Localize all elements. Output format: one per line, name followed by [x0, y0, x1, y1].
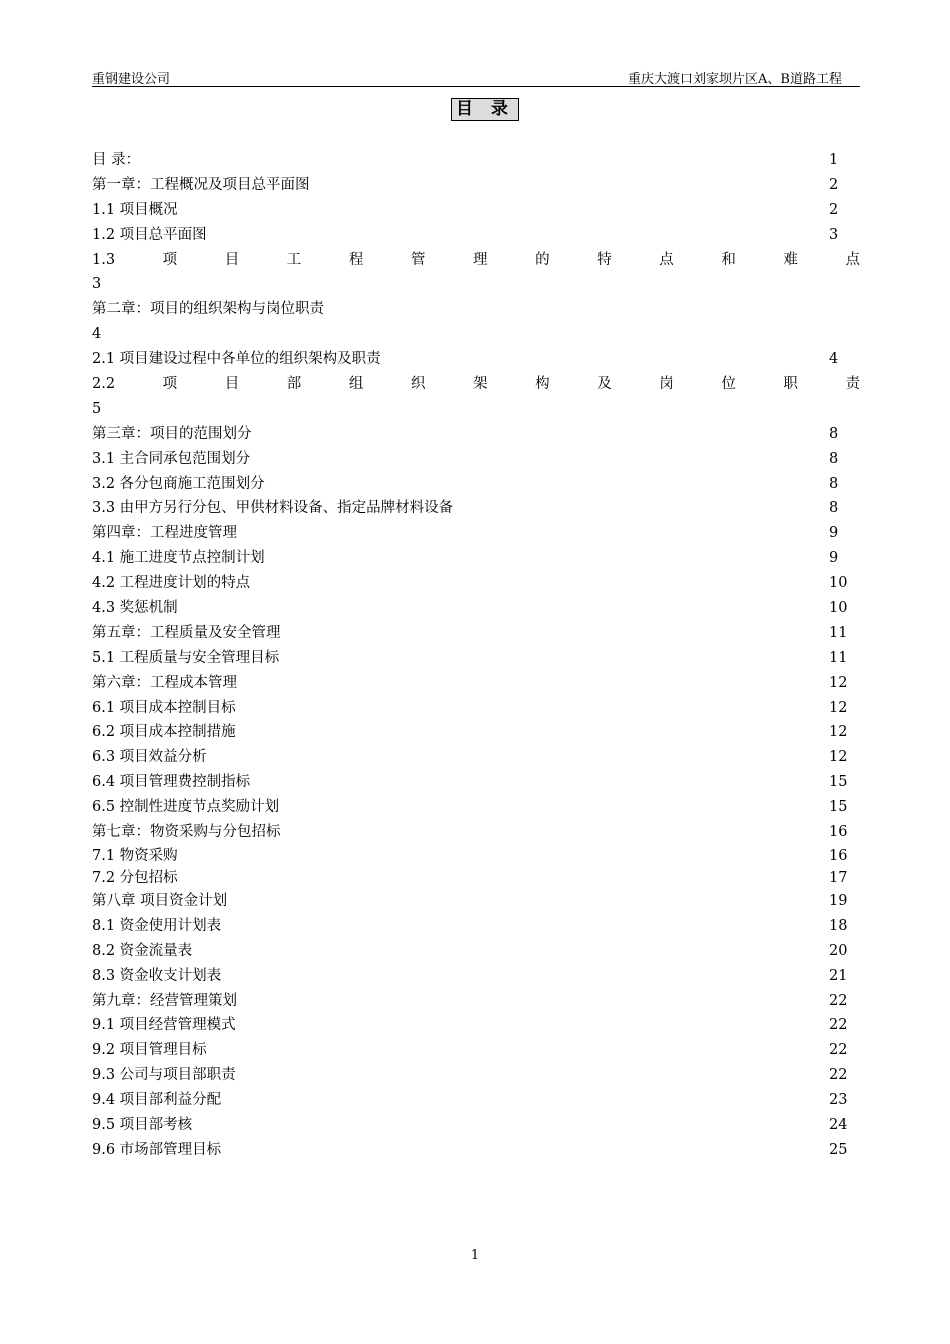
toc-entry-page: 12 — [829, 699, 848, 716]
toc-entry-char: 织 — [410, 376, 426, 393]
toc-entry-page: 22 — [829, 1067, 848, 1084]
toc-entry-char: 难 — [783, 251, 798, 268]
toc-entry-title: 1.1 项目概况 — [92, 201, 178, 218]
toc-entry[interactable] — [92, 964, 860, 989]
toc-entry-char: 工 — [286, 251, 302, 268]
toc-entry-page: 8 — [829, 425, 839, 442]
toc-entry-page: 11 — [829, 624, 848, 641]
toc-entry[interactable] — [92, 496, 860, 521]
toc-entry-char: 理 — [473, 251, 488, 268]
toc-entry-page: 21 — [829, 967, 848, 984]
toc-entry-title: 6.4 项目管理费控制指标 — [92, 774, 251, 791]
toc-entry-page: 25 — [829, 1141, 848, 1158]
toc-entry-title: 第四章：工程进度管理 — [92, 525, 237, 542]
toc-entry-title: 9.3 公司与项目部职责 — [92, 1067, 236, 1084]
toc-entry-page: 20 — [829, 942, 848, 959]
toc-entry-title: 8.2 资金流量表 — [92, 942, 193, 959]
toc-entry-page: 12 — [829, 724, 848, 741]
toc-entry-title: 第二章：项目的组织架构与岗位职责 — [92, 301, 324, 318]
toc-entry-page: 8 — [829, 475, 839, 492]
toc-entry-page: 10 — [829, 575, 848, 592]
toc-entry-page: 12 — [829, 749, 848, 766]
toc-entry-char: 特 — [597, 251, 612, 268]
toc-entry-title: 第九章：经营管理策划 — [92, 992, 237, 1009]
toc-entry[interactable] — [92, 372, 860, 397]
toc-entry-title: 3.1 主合同承包范围划分 — [92, 450, 251, 467]
toc-entry-char: 位 — [721, 376, 736, 393]
toc-entry[interactable] — [92, 546, 860, 571]
toc-entry[interactable] — [92, 1013, 860, 1038]
toc-entry[interactable] — [92, 889, 860, 914]
toc-entry-char: 点 — [845, 251, 860, 268]
toc-entry-char: 程 — [348, 251, 364, 268]
toc-entry-char: 部 — [286, 376, 302, 393]
toc-entry-title: 6.3 项目效益分析 — [92, 749, 207, 766]
toc-entry-page: 2 — [829, 176, 839, 193]
toc-entry-char: 管 — [410, 251, 426, 268]
toc-entry-title: 第八章 项目资金计划 — [92, 892, 228, 909]
toc-entry-page: 11 — [829, 649, 848, 666]
toc-entry-page: 17 — [829, 869, 848, 886]
toc-entry[interactable] — [92, 646, 860, 671]
toc-entry[interactable] — [92, 596, 860, 621]
toc-entry-title: 5.1 工程质量与安全管理目标 — [92, 649, 280, 666]
toc-entry-page: 9 — [829, 550, 839, 567]
toc-entry[interactable] — [92, 745, 860, 770]
toc-entry-page: 22 — [829, 1017, 848, 1034]
toc-entry-char: 1.3 — [92, 251, 116, 268]
toc-entry[interactable] — [92, 571, 860, 596]
toc-entry-title: 9.6 市场部管理目标 — [92, 1141, 222, 1158]
toc-entry-page: 4 — [829, 351, 839, 368]
toc-entry-title: 9.5 项目部考核 — [92, 1116, 193, 1133]
toc-entry[interactable] — [92, 422, 860, 447]
toc-entry[interactable] — [92, 820, 860, 845]
toc-entry-title: 4 — [92, 326, 102, 343]
toc-entry-page: 12 — [829, 674, 848, 691]
toc-entry-char: 目 — [224, 251, 240, 268]
toc-entry[interactable] — [92, 1038, 860, 1063]
toc-entry-title: 目 录： — [92, 152, 141, 168]
page-number: 1 — [470, 1248, 480, 1263]
toc-entry-title: 2.1 项目建设过程中各单位的组织架构及职责 — [92, 351, 381, 368]
toc-entry-char: 责 — [845, 376, 860, 393]
toc-entry-title: 9.2 项目管理目标 — [92, 1042, 207, 1059]
toc-entry[interactable] — [92, 248, 860, 273]
toc-entry-page: 10 — [829, 600, 848, 617]
toc-entry-char: 岗 — [659, 376, 674, 393]
toc-entry-char: 的 — [535, 251, 550, 268]
table-of-contents — [92, 148, 860, 1163]
toc-entry[interactable] — [92, 939, 860, 964]
toc-entry[interactable] — [92, 397, 860, 422]
toc-entry-title: 第五章：工程质量及安全管理 — [92, 624, 281, 641]
toc-entry[interactable] — [92, 322, 860, 347]
toc-entry[interactable] — [92, 696, 860, 721]
toc-entry-page: 16 — [829, 847, 848, 864]
toc-entry[interactable] — [92, 521, 860, 546]
toc-entry-char: 项 — [162, 376, 178, 393]
toc-entry-page: 2 — [829, 201, 839, 218]
toc-entry[interactable] — [92, 223, 860, 248]
toc-entry-page: 3 — [829, 226, 839, 243]
toc-entry-title: 8.1 资金使用计划表 — [92, 917, 222, 934]
toc-entry-page: 8 — [829, 500, 839, 517]
toc-entry[interactable] — [92, 1138, 860, 1163]
toc-entry-page: 15 — [829, 774, 848, 791]
toc-entry-title: 第三章：项目的范围划分 — [92, 425, 252, 442]
toc-entry-char: 及 — [597, 376, 612, 393]
toc-entry-page: 19 — [829, 892, 848, 909]
toc-entry-title — [92, 372, 860, 397]
page-header — [92, 68, 860, 87]
toc-entry[interactable] — [92, 347, 860, 372]
toc-entry-title: 6.2 项目成本控制措施 — [92, 724, 236, 741]
toc-entry[interactable] — [92, 297, 860, 322]
toc-entry-title: 7.2 分包招标 — [92, 869, 178, 886]
toc-entry-title: 8.3 资金收支计划表 — [92, 967, 222, 984]
toc-entry[interactable] — [92, 914, 860, 939]
toc-entry-char: 组 — [348, 376, 364, 393]
toc-entry-title: 5 — [92, 400, 102, 417]
toc-entry[interactable] — [92, 795, 860, 820]
toc-entry-page: 18 — [829, 917, 848, 934]
toc-entry[interactable] — [92, 720, 860, 745]
toc-entry-page: 22 — [829, 1042, 848, 1059]
toc-entry-page: 9 — [829, 525, 839, 542]
toc-entry-page: 8 — [829, 450, 839, 467]
toc-entry-title: 4.2 工程进度计划的特点 — [92, 575, 251, 592]
toc-entry[interactable] — [92, 198, 860, 223]
toc-entry-title: 9.1 项目经营管理模式 — [92, 1017, 236, 1034]
toc-entry[interactable] — [92, 671, 860, 696]
toc-entry-title: 第七章：物资采购与分包招标 — [92, 824, 281, 841]
toc-entry-char: 职 — [783, 376, 798, 393]
toc-entry-page: 1 — [829, 152, 839, 168]
toc-entry[interactable] — [92, 1063, 860, 1088]
toc-entry-char: 项 — [162, 251, 178, 268]
toc-entry-title: 7.1 物资采购 — [92, 847, 178, 864]
company-name: 重钢建设公司 — [92, 72, 171, 87]
toc-entry-title: 4.1 施工进度节点控制计划 — [92, 550, 265, 567]
toc-entry-char: 构 — [535, 376, 550, 393]
toc-entry[interactable] — [92, 472, 860, 497]
toc-entry[interactable] — [92, 447, 860, 472]
toc-entry-title: 4.3 奖惩机制 — [92, 600, 178, 617]
toc-entry-char: 2.2 — [92, 376, 116, 393]
toc-entry-title: 1.2 项目总平面图 — [92, 226, 207, 243]
toc-entry-page: 23 — [829, 1092, 848, 1109]
toc-entry-title: 第一章：工程概况及项目总平面图 — [92, 176, 310, 193]
toc-entry-page: 16 — [829, 824, 848, 841]
toc-entry-title: 6.5 控制性进度节点奖励计划 — [92, 799, 280, 816]
toc-entry-char: 目 — [224, 376, 240, 393]
toc-entry[interactable] — [92, 621, 860, 646]
toc-entry[interactable] — [92, 770, 860, 795]
toc-entry-title: 6.1 项目成本控制目标 — [92, 699, 236, 716]
toc-entry[interactable] — [92, 1113, 860, 1138]
toc-entry[interactable] — [92, 173, 860, 198]
toc-entry[interactable] — [92, 148, 860, 173]
toc-entry-page: 22 — [829, 992, 848, 1009]
toc-entry-page: 24 — [829, 1116, 848, 1133]
toc-entry[interactable] — [92, 272, 860, 297]
toc-title: 目 录 — [451, 98, 519, 121]
toc-entry-page: 15 — [829, 799, 848, 816]
toc-entry-char: 点 — [659, 251, 674, 268]
toc-entry-char: 和 — [721, 251, 736, 268]
toc-entry-title: 9.4 项目部利益分配 — [92, 1092, 222, 1109]
toc-entry[interactable] — [92, 989, 860, 1014]
toc-entry-title: 3.3 由甲方另行分包、甲供材料设备、指定品牌材料设备 — [92, 500, 454, 517]
toc-entry-title: 第六章：工程成本管理 — [92, 674, 237, 691]
toc-entry[interactable] — [92, 845, 860, 867]
project-name: 重庆大渡口刘家坝片区A、B道路工程 — [628, 72, 842, 87]
toc-entry-title: 3.2 各分包商施工范围划分 — [92, 475, 265, 492]
toc-entry[interactable] — [92, 867, 860, 889]
toc-entry-title: 3 — [92, 276, 102, 293]
toc-entry-char: 架 — [473, 376, 488, 393]
toc-entry[interactable] — [92, 1088, 860, 1113]
toc-entry-title — [92, 248, 860, 273]
